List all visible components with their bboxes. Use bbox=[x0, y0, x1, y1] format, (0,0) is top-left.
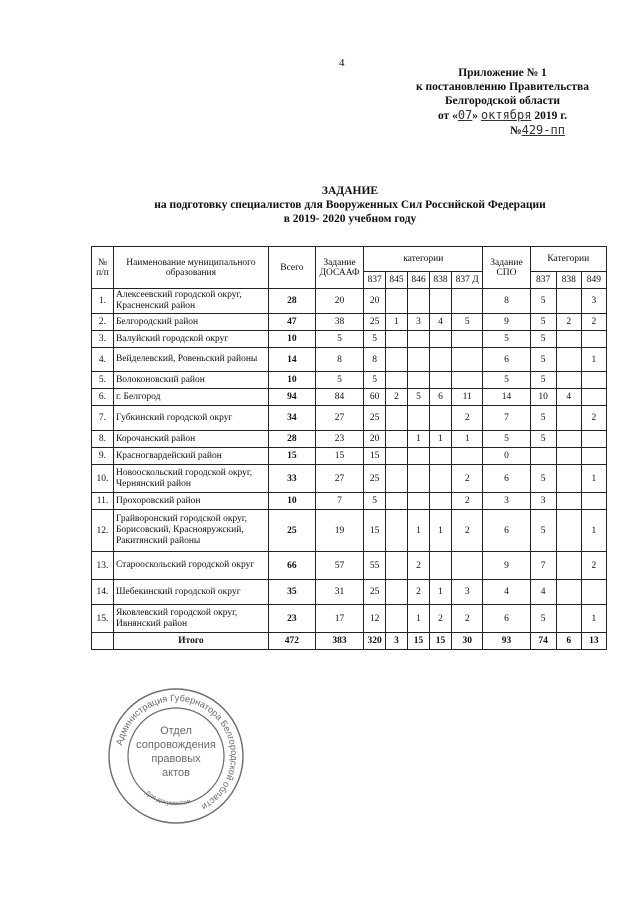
total-s837: 74 bbox=[530, 633, 556, 650]
table-row bbox=[92, 431, 607, 448]
cell-spo: 14 bbox=[483, 389, 530, 406]
cell-c837d bbox=[451, 289, 482, 314]
stamp-line2: сопровождения bbox=[136, 739, 216, 751]
cell-total: 28 bbox=[268, 289, 315, 314]
row-name: Яковлевский городской округ, Ивнянский район bbox=[113, 605, 268, 633]
cell-c838 bbox=[430, 552, 452, 580]
cell-c837: 12 bbox=[364, 605, 386, 633]
cell-s837: 5 bbox=[530, 289, 556, 314]
cell-s837: 5 bbox=[530, 314, 556, 331]
cell-total: 10 bbox=[268, 372, 315, 389]
cell-c838: 2 bbox=[430, 605, 452, 633]
cell-spo: 3 bbox=[483, 493, 530, 510]
cell-total: 15 bbox=[268, 448, 315, 465]
cell-c837: 8 bbox=[364, 348, 386, 372]
total-c837: 320 bbox=[364, 633, 386, 650]
cell-c845 bbox=[386, 510, 408, 552]
title-subject: на подготовку специалистов для Вооруженных Сил Российской Федерации bbox=[154, 199, 546, 211]
cell-total: 10 bbox=[268, 493, 315, 510]
cell-dosaaf: 8 bbox=[315, 348, 363, 372]
cell-c837: 20 bbox=[364, 431, 386, 448]
cell-s849 bbox=[581, 448, 606, 465]
cell-total: 10 bbox=[268, 331, 315, 348]
cell-s849: 3 bbox=[581, 289, 606, 314]
row-name: Губкинский городской округ bbox=[113, 406, 268, 431]
total-c838: 15 bbox=[430, 633, 452, 650]
cell-c837d: 2 bbox=[451, 493, 482, 510]
cell-c838 bbox=[430, 448, 452, 465]
row-name: Шебекинский городской округ bbox=[113, 580, 268, 605]
cell-s849 bbox=[581, 580, 606, 605]
cell-dosaaf: 23 bbox=[315, 431, 363, 448]
cell-c837d bbox=[451, 448, 482, 465]
appendix-number bbox=[400, 123, 605, 138]
cell-spo: 6 bbox=[483, 605, 530, 633]
date-day: 07 bbox=[457, 108, 473, 122]
cell-s837: 7 bbox=[530, 552, 556, 580]
cell-s837: 5 bbox=[530, 510, 556, 552]
cell-s837: 5 bbox=[530, 348, 556, 372]
cell-c838 bbox=[430, 493, 452, 510]
total-row bbox=[92, 633, 607, 650]
row-number: 14. bbox=[92, 580, 114, 605]
date-prefix: от « bbox=[437, 110, 458, 122]
number-prefix: № bbox=[510, 125, 522, 137]
cell-s849 bbox=[581, 331, 606, 348]
cell-s838 bbox=[556, 372, 581, 389]
cell-c845 bbox=[386, 348, 408, 372]
cell-c846: 1 bbox=[408, 605, 430, 633]
row-number: 13. bbox=[92, 552, 114, 580]
cell-s837: 5 bbox=[530, 431, 556, 448]
page-number: 4 bbox=[339, 57, 345, 69]
stamp-line1: Отдел bbox=[160, 725, 192, 737]
cell-dosaaf: 20 bbox=[315, 289, 363, 314]
cell-c837: 20 bbox=[364, 289, 386, 314]
cell-spo: 0 bbox=[483, 448, 530, 465]
header-c837: 837 bbox=[364, 272, 386, 289]
table-row bbox=[92, 552, 607, 580]
cell-c846: 3 bbox=[408, 314, 430, 331]
row-number: 6. bbox=[92, 389, 114, 406]
cell-s838 bbox=[556, 510, 581, 552]
header-dosaaf: Задание ДОСААФ bbox=[315, 247, 363, 289]
cell-c837: 25 bbox=[364, 580, 386, 605]
cell-s837: 10 bbox=[530, 389, 556, 406]
total-dosaaf: 383 bbox=[315, 633, 363, 650]
appendix-date bbox=[400, 108, 605, 123]
date-year: 2019 г. bbox=[534, 110, 568, 122]
stamp-line4: актов bbox=[162, 767, 190, 779]
table-row bbox=[92, 314, 607, 331]
cell-c846 bbox=[408, 448, 430, 465]
cell-c837d: 5 bbox=[451, 314, 482, 331]
cell-dosaaf: 27 bbox=[315, 465, 363, 493]
cell-c838 bbox=[430, 406, 452, 431]
header-num: № п/п bbox=[92, 247, 114, 289]
appendix-region: Белгородской области bbox=[444, 95, 561, 107]
cell-s838 bbox=[556, 331, 581, 348]
cell-dosaaf: 5 bbox=[315, 372, 363, 389]
cell-dosaaf: 38 bbox=[315, 314, 363, 331]
cell-spo: 7 bbox=[483, 406, 530, 431]
quota-table bbox=[91, 246, 607, 650]
cell-s838: 4 bbox=[556, 389, 581, 406]
cell-c837: 5 bbox=[364, 331, 386, 348]
row-name: г. Белгород bbox=[113, 389, 268, 406]
appendix-title: Приложение № 1 bbox=[458, 67, 547, 79]
row-name: Корочанский район bbox=[113, 431, 268, 448]
cell-s837: 3 bbox=[530, 493, 556, 510]
appendix-resolution: к постановлению Правительства bbox=[415, 81, 590, 93]
cell-c837d: 1 bbox=[451, 431, 482, 448]
cell-c845 bbox=[386, 465, 408, 493]
cell-c845 bbox=[386, 605, 408, 633]
table-row bbox=[92, 510, 607, 552]
cell-c845 bbox=[386, 372, 408, 389]
cell-c846: 1 bbox=[408, 431, 430, 448]
cell-s838 bbox=[556, 289, 581, 314]
cell-c846: 2 bbox=[408, 552, 430, 580]
cell-total: 47 bbox=[268, 314, 315, 331]
cell-dosaaf: 27 bbox=[315, 406, 363, 431]
cell-spo: 9 bbox=[483, 314, 530, 331]
row-name: Грайворонский городской округ, Борисовский, Краснояружский, Ракитянский районы bbox=[113, 510, 268, 552]
cell-s849: 2 bbox=[581, 314, 606, 331]
cell-c845 bbox=[386, 406, 408, 431]
cell-c837: 5 bbox=[364, 493, 386, 510]
cell-c837: 25 bbox=[364, 465, 386, 493]
cell-s838 bbox=[556, 605, 581, 633]
row-name: Новооскольский городской округ, Чернянский район bbox=[113, 465, 268, 493]
header-total: Всего bbox=[268, 247, 315, 289]
total-s849: 13 bbox=[581, 633, 606, 650]
row-name: Белгородский район bbox=[113, 314, 268, 331]
cell-s837: 5 bbox=[530, 406, 556, 431]
cell-s838 bbox=[556, 552, 581, 580]
cell-dosaaf: 31 bbox=[315, 580, 363, 605]
row-number: 4. bbox=[92, 348, 114, 372]
cell-c845 bbox=[386, 331, 408, 348]
title-year: в 2019- 2020 учебном году bbox=[283, 213, 417, 225]
cell-dosaaf: 57 bbox=[315, 552, 363, 580]
appendix-block bbox=[400, 66, 605, 138]
stamp-ring-text: Администрация Губернатора Белгородской области bbox=[114, 692, 240, 813]
cell-total: 14 bbox=[268, 348, 315, 372]
cell-s837: 5 bbox=[530, 605, 556, 633]
cell-s849 bbox=[581, 431, 606, 448]
cell-c837: 25 bbox=[364, 314, 386, 331]
cell-c846: 1 bbox=[408, 510, 430, 552]
cell-spo: 8 bbox=[483, 289, 530, 314]
row-number: 8. bbox=[92, 431, 114, 448]
document-title bbox=[120, 184, 580, 226]
cell-dosaaf: 84 bbox=[315, 389, 363, 406]
date-mid: » bbox=[472, 110, 479, 122]
cell-c837: 5 bbox=[364, 372, 386, 389]
total-c846: 15 bbox=[408, 633, 430, 650]
table-row bbox=[92, 348, 607, 372]
cell-c845 bbox=[386, 431, 408, 448]
cell-spo: 4 bbox=[483, 580, 530, 605]
cell-c838 bbox=[430, 331, 452, 348]
cell-c837d: 3 bbox=[451, 580, 482, 605]
cell-c845 bbox=[386, 448, 408, 465]
cell-s849 bbox=[581, 389, 606, 406]
cell-s849: 1 bbox=[581, 465, 606, 493]
cell-s838 bbox=[556, 465, 581, 493]
table-row bbox=[92, 605, 607, 633]
cell-c846 bbox=[408, 406, 430, 431]
cell-s838 bbox=[556, 406, 581, 431]
header-c845: 845 bbox=[386, 272, 408, 289]
cell-s837: 5 bbox=[530, 372, 556, 389]
cell-c838: 4 bbox=[430, 314, 452, 331]
cell-c838: 1 bbox=[430, 580, 452, 605]
header-name: Наименование муниципального образования bbox=[113, 247, 268, 289]
cell-c846 bbox=[408, 331, 430, 348]
cell-total: 23 bbox=[268, 605, 315, 633]
total-c845: 3 bbox=[386, 633, 408, 650]
cell-c846 bbox=[408, 289, 430, 314]
cell-s837 bbox=[530, 448, 556, 465]
cell-c846: 5 bbox=[408, 389, 430, 406]
stamp-bottom-text: Для документов bbox=[143, 789, 192, 808]
row-number: 2. bbox=[92, 314, 114, 331]
total-total: 472 bbox=[268, 633, 315, 650]
header-s838: 838 bbox=[556, 272, 581, 289]
cell-s849: 1 bbox=[581, 605, 606, 633]
cell-s849: 1 bbox=[581, 510, 606, 552]
row-number: 10. bbox=[92, 465, 114, 493]
cell-total: 94 bbox=[268, 389, 315, 406]
row-number: 7. bbox=[92, 406, 114, 431]
total-c837d: 30 bbox=[451, 633, 482, 650]
row-name: Валуйский городской округ bbox=[113, 331, 268, 348]
cell-dosaaf: 19 bbox=[315, 510, 363, 552]
table-row bbox=[92, 406, 607, 431]
title-main: ЗАДАНИЕ bbox=[321, 185, 379, 197]
table-row bbox=[92, 465, 607, 493]
cell-c845: 2 bbox=[386, 389, 408, 406]
header-c838: 838 bbox=[430, 272, 452, 289]
cell-c845: 1 bbox=[386, 314, 408, 331]
table-row bbox=[92, 448, 607, 465]
total-spo: 93 bbox=[483, 633, 530, 650]
number-value: 429-пп bbox=[521, 123, 565, 137]
row-number: 12. bbox=[92, 510, 114, 552]
table-row bbox=[92, 372, 607, 389]
cell-s838 bbox=[556, 448, 581, 465]
cell-c837d: 2 bbox=[451, 605, 482, 633]
cell-s849 bbox=[581, 493, 606, 510]
cell-dosaaf: 5 bbox=[315, 331, 363, 348]
row-number: 5. bbox=[92, 372, 114, 389]
cell-s849: 2 bbox=[581, 552, 606, 580]
total-label: Итого bbox=[113, 633, 268, 650]
cell-s838 bbox=[556, 431, 581, 448]
cell-c846 bbox=[408, 372, 430, 389]
cell-spo: 5 bbox=[483, 431, 530, 448]
cell-s838 bbox=[556, 348, 581, 372]
cell-c838: 1 bbox=[430, 510, 452, 552]
cell-c838 bbox=[430, 465, 452, 493]
official-stamp bbox=[106, 686, 246, 826]
cell-s838 bbox=[556, 580, 581, 605]
header-c837d: 837 Д bbox=[451, 272, 482, 289]
cell-spo: 6 bbox=[483, 510, 530, 552]
cell-spo: 6 bbox=[483, 465, 530, 493]
cell-c845 bbox=[386, 493, 408, 510]
cell-c845 bbox=[386, 552, 408, 580]
cell-c846 bbox=[408, 493, 430, 510]
cell-c837: 60 bbox=[364, 389, 386, 406]
row-number: 3. bbox=[92, 331, 114, 348]
row-name: Красногвардейский район bbox=[113, 448, 268, 465]
cell-s838: 2 bbox=[556, 314, 581, 331]
cell-spo: 5 bbox=[483, 372, 530, 389]
cell-c837d bbox=[451, 552, 482, 580]
cell-c837: 55 bbox=[364, 552, 386, 580]
cell-total: 66 bbox=[268, 552, 315, 580]
cell-spo: 6 bbox=[483, 348, 530, 372]
header-spo: Задание СПО bbox=[483, 247, 530, 289]
cell-dosaaf: 15 bbox=[315, 448, 363, 465]
row-name: Алексеевский городской округ, Красненский район bbox=[113, 289, 268, 314]
cell-c838 bbox=[430, 372, 452, 389]
cell-c838 bbox=[430, 289, 452, 314]
cell-total: 35 bbox=[268, 580, 315, 605]
row-number: 9. bbox=[92, 448, 114, 465]
cell-dosaaf: 17 bbox=[315, 605, 363, 633]
cell-s849: 1 bbox=[581, 348, 606, 372]
cell-c838: 6 bbox=[430, 389, 452, 406]
cell-c837d: 11 bbox=[451, 389, 482, 406]
cell-s837: 4 bbox=[530, 580, 556, 605]
header-s849: 849 bbox=[581, 272, 606, 289]
table-row bbox=[92, 493, 607, 510]
cell-c846: 2 bbox=[408, 580, 430, 605]
cell-total: 33 bbox=[268, 465, 315, 493]
cell-total: 25 bbox=[268, 510, 315, 552]
row-number: 1. bbox=[92, 289, 114, 314]
table-row bbox=[92, 389, 607, 406]
cell-spo: 9 bbox=[483, 552, 530, 580]
table-row bbox=[92, 289, 607, 314]
row-name: Вейделевский, Ровеньский районы bbox=[113, 348, 268, 372]
total-s838: 6 bbox=[556, 633, 581, 650]
cell-c845 bbox=[386, 289, 408, 314]
date-month: октября bbox=[480, 108, 532, 122]
cell-c837: 25 bbox=[364, 406, 386, 431]
cell-c846 bbox=[408, 348, 430, 372]
row-name: Прохоровский район bbox=[113, 493, 268, 510]
header-categories: категории bbox=[364, 247, 483, 272]
cell-c837d bbox=[451, 331, 482, 348]
cell-c837d: 2 bbox=[451, 406, 482, 431]
table-row bbox=[92, 331, 607, 348]
cell-s838 bbox=[556, 493, 581, 510]
cell-c837d bbox=[451, 372, 482, 389]
cell-c837d: 2 bbox=[451, 465, 482, 493]
row-name: Волоконовский район bbox=[113, 372, 268, 389]
cell-c837d: 2 bbox=[451, 510, 482, 552]
cell-s837: 5 bbox=[530, 465, 556, 493]
stamp-line3: правовых bbox=[151, 753, 201, 765]
header-categories-spo: Категории bbox=[530, 247, 606, 272]
row-name: Старооскольский городской округ bbox=[113, 552, 268, 580]
cell-c837: 15 bbox=[364, 510, 386, 552]
header-s837: 837 bbox=[530, 272, 556, 289]
row-number: 11. bbox=[92, 493, 114, 510]
cell-dosaaf: 7 bbox=[315, 493, 363, 510]
cell-total: 34 bbox=[268, 406, 315, 431]
cell-s849: 2 bbox=[581, 406, 606, 431]
cell-c845 bbox=[386, 580, 408, 605]
cell-s849 bbox=[581, 372, 606, 389]
cell-spo: 5 bbox=[483, 331, 530, 348]
cell-c837: 15 bbox=[364, 448, 386, 465]
cell-s837: 5 bbox=[530, 331, 556, 348]
cell-c838: 1 bbox=[430, 431, 452, 448]
table-row bbox=[92, 580, 607, 605]
row-number: 15. bbox=[92, 605, 114, 633]
cell-total: 28 bbox=[268, 431, 315, 448]
cell-c837d bbox=[451, 348, 482, 372]
cell-c846 bbox=[408, 465, 430, 493]
header-c846: 846 bbox=[408, 272, 430, 289]
cell-c838 bbox=[430, 348, 452, 372]
